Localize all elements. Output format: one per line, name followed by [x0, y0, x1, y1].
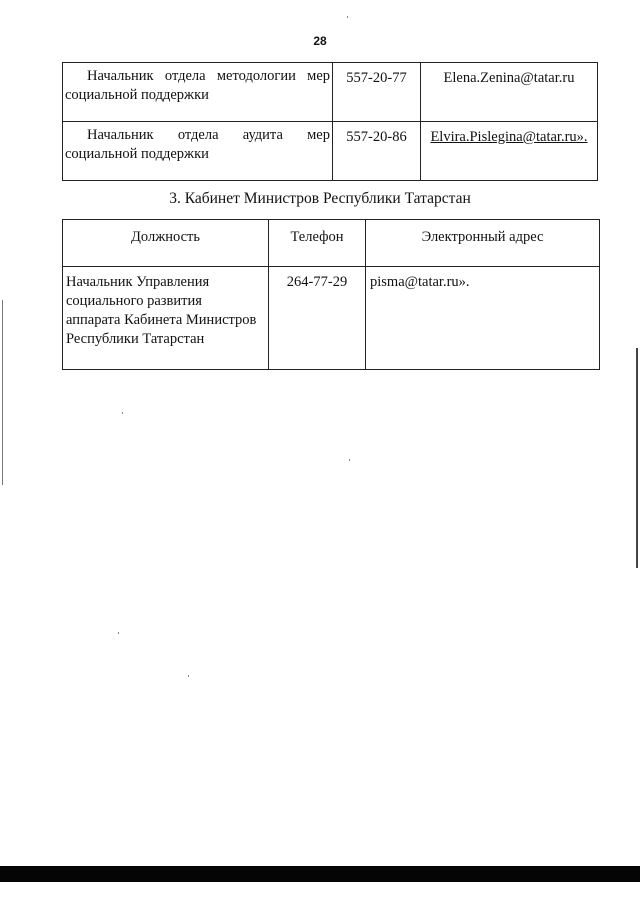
email-cell	[421, 63, 598, 122]
phone-cell: 557-20-86	[333, 122, 421, 181]
header-position: Должность	[63, 220, 269, 267]
position-cell	[63, 122, 333, 181]
scan-edge-mark	[2, 300, 3, 485]
position-line: социального развития	[66, 293, 202, 309]
header-email: Электронный адрес	[366, 220, 600, 267]
position-line: аппарата Кабинета Министров	[66, 312, 257, 328]
email-cell	[421, 122, 598, 181]
email-text: Elena.Zenina@tatar.ru	[443, 70, 575, 86]
position-line: социальной поддержки	[65, 87, 209, 103]
table-row	[63, 63, 598, 122]
scan-speck	[122, 412, 123, 414]
position-line: Начальник отдела аудита мер	[87, 127, 330, 143]
contacts-table-continued	[62, 62, 598, 181]
position-line: социальной поддержки	[65, 146, 209, 162]
scan-edge-mark	[636, 348, 638, 568]
position-line: Начальник Управления	[66, 274, 210, 290]
email-link[interactable]: Elvira.Pislegina@tatar.ru».	[430, 129, 588, 145]
scan-speck	[347, 16, 348, 18]
position-cell	[63, 63, 333, 122]
table-header-row	[63, 220, 600, 267]
phone-cell: 557-20-77	[333, 63, 421, 122]
position-line: Начальник отдела методологии мер	[87, 68, 330, 84]
page-number: 28	[313, 34, 327, 48]
position-line: Республики Татарстан	[66, 331, 205, 347]
section-title: 3. Кабинет Министров Республики Татарстан	[169, 190, 471, 207]
scan-speck	[118, 632, 119, 634]
phone-cell: 264-77-29	[269, 267, 366, 370]
header-phone: Телефон	[269, 220, 366, 267]
position-cell	[63, 267, 269, 370]
scan-speck	[349, 459, 350, 461]
cabinet-contacts-table	[62, 219, 600, 370]
scan-bottom-bar	[0, 866, 640, 882]
table-row	[63, 122, 598, 181]
email-cell: pisma@tatar.ru».	[366, 267, 600, 370]
scan-speck	[188, 675, 189, 677]
table-row	[63, 267, 600, 370]
